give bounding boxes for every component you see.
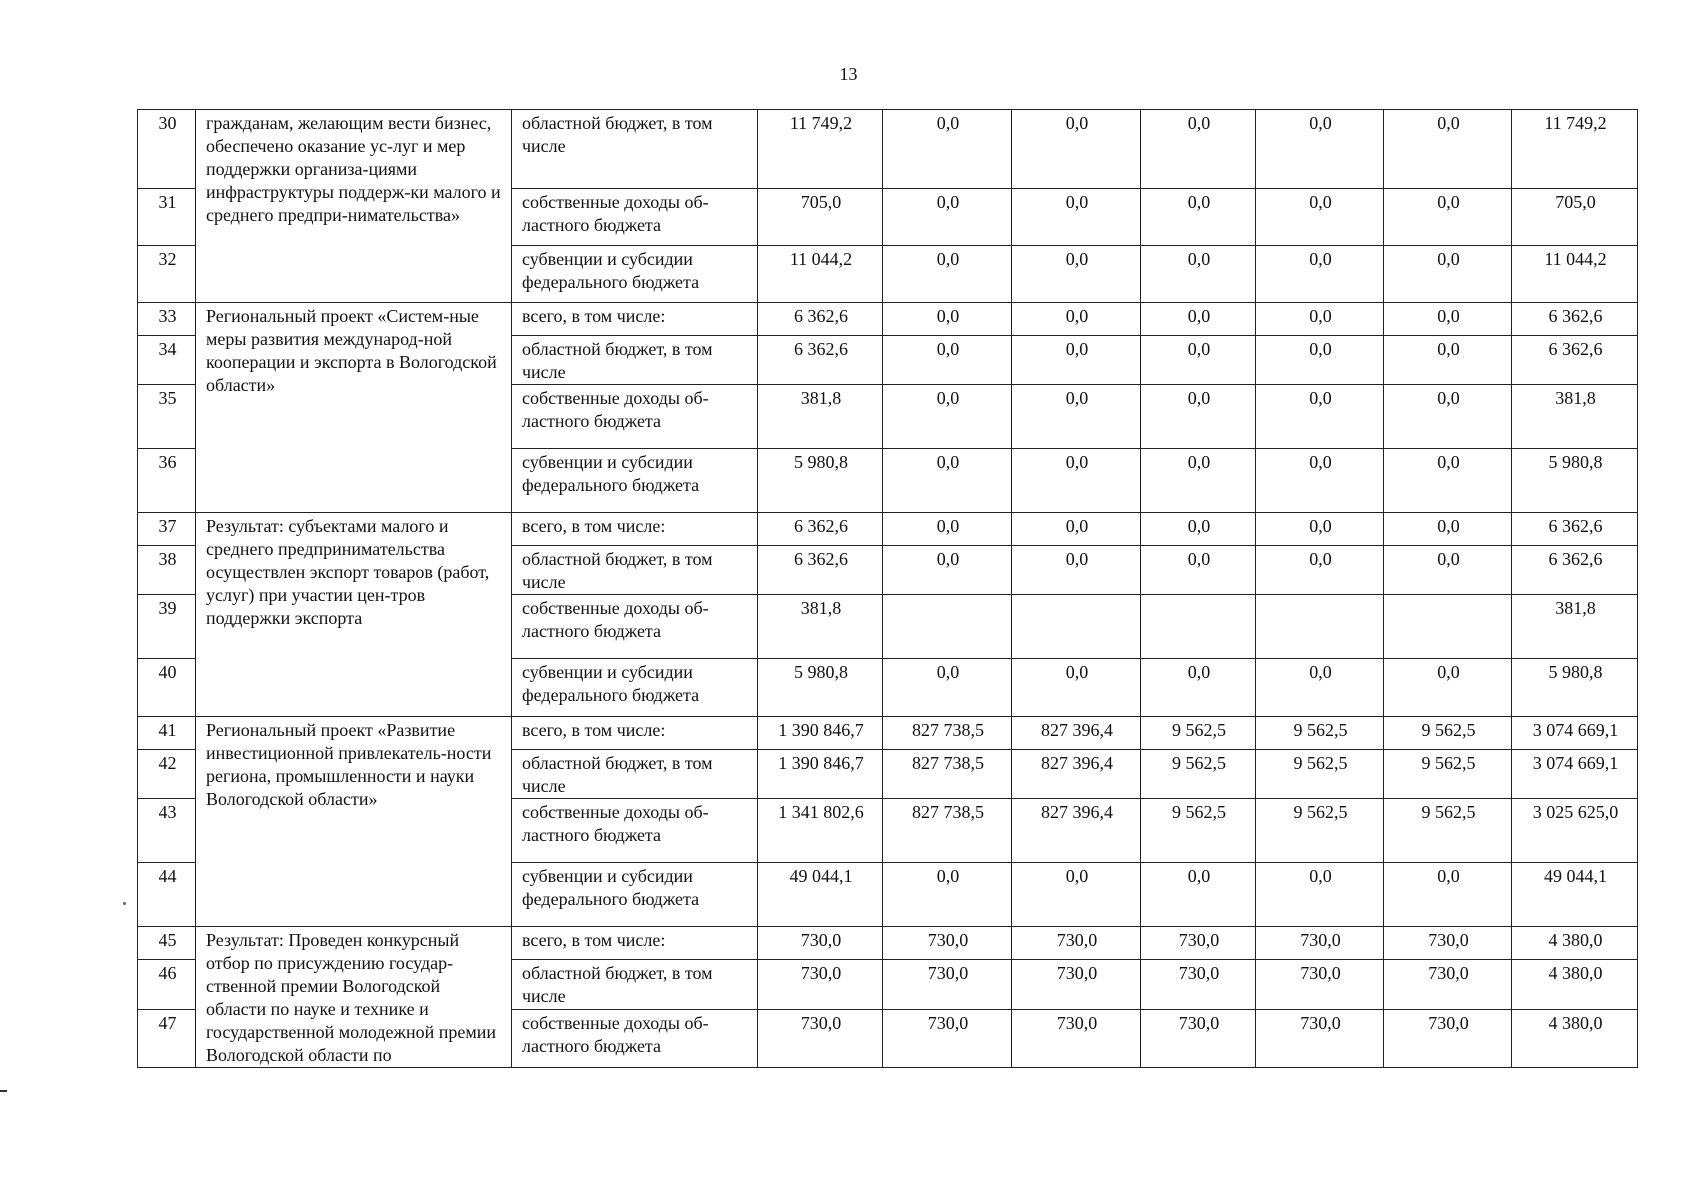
funding-source: собственные доходы об-ластного бюджета <box>512 1009 758 1067</box>
value-cell: 11 749,2 <box>758 110 883 189</box>
group-description: Результат: Проведен конкурсный отбор по присуждению государ-ственной премии Вологодской области по науке и технике и государственной молодежной премии Вологодской области по <box>196 927 512 1068</box>
value-cell: 730,0 <box>1012 1009 1141 1067</box>
value-cell: 705,0 <box>1512 189 1638 246</box>
value-cell: 730,0 <box>1384 927 1512 960</box>
row-number: 36 <box>138 449 196 513</box>
value-cell: 11 749,2 <box>1512 110 1638 189</box>
value-cell: 6 362,6 <box>1512 546 1638 595</box>
funding-source: субвенции и субсидии федерального бюджета <box>512 449 758 513</box>
funding-source: всего, в том числе: <box>512 513 758 546</box>
value-cell: 9 562,5 <box>1141 750 1256 799</box>
value-cell: 0,0 <box>883 449 1012 513</box>
funding-source: областной бюджет, в том числе <box>512 960 758 1009</box>
value-cell: 730,0 <box>883 960 1012 1009</box>
value-cell: 0,0 <box>883 189 1012 246</box>
value-cell: 0,0 <box>1141 546 1256 595</box>
value-cell: 0,0 <box>1141 303 1256 336</box>
value-cell: 0,0 <box>1256 513 1384 546</box>
margin-mark <box>0 1090 7 1092</box>
value-cell: 3 074 669,1 <box>1512 750 1638 799</box>
value-cell: 1 341 802,6 <box>758 799 883 863</box>
value-cell: 730,0 <box>1141 960 1256 1009</box>
value-cell: 0,0 <box>1012 863 1141 927</box>
row-number: 43 <box>138 799 196 863</box>
value-cell: 0,0 <box>1012 513 1141 546</box>
value-cell: 0,0 <box>1141 863 1256 927</box>
funding-source: собственные доходы об-ластного бюджета <box>512 385 758 449</box>
value-cell: 6 362,6 <box>758 513 883 546</box>
value-cell: 827 396,4 <box>1012 717 1141 750</box>
value-cell: 0,0 <box>1384 189 1512 246</box>
value-cell: 4 380,0 <box>1512 960 1638 1009</box>
value-cell: 827 738,5 <box>883 799 1012 863</box>
funding-source: собственные доходы об-ластного бюджета <box>512 799 758 863</box>
value-cell: 730,0 <box>1256 1009 1384 1067</box>
budget-table <box>137 109 1638 1068</box>
value-cell: 0,0 <box>1256 449 1384 513</box>
funding-source: областной бюджет, в том числе <box>512 750 758 799</box>
value-cell: 0,0 <box>1256 385 1384 449</box>
funding-source: собственные доходы об-ластного бюджета <box>512 189 758 246</box>
row-number: 46 <box>138 960 196 1009</box>
value-cell: 730,0 <box>1256 927 1384 960</box>
value-cell: 0,0 <box>1256 189 1384 246</box>
value-cell: 3 074 669,1 <box>1512 717 1638 750</box>
row-number: 32 <box>138 246 196 303</box>
value-cell: 0,0 <box>1256 659 1384 717</box>
funding-source: областной бюджет, в том числе <box>512 546 758 595</box>
value-cell: 730,0 <box>883 1009 1012 1067</box>
value-cell: 0,0 <box>1141 189 1256 246</box>
value-cell: 9 562,5 <box>1384 717 1512 750</box>
value-cell: 0,0 <box>883 246 1012 303</box>
value-cell: 1 390 846,7 <box>758 717 883 750</box>
funding-source: всего, в том числе: <box>512 927 758 960</box>
value-cell: 0,0 <box>1384 863 1512 927</box>
value-cell: 730,0 <box>1256 960 1384 1009</box>
value-cell: 0,0 <box>1012 110 1141 189</box>
value-cell: 0,0 <box>1012 449 1141 513</box>
value-cell: 0,0 <box>1141 336 1256 385</box>
value-cell: 0,0 <box>1012 246 1141 303</box>
value-cell: 730,0 <box>758 1009 883 1067</box>
value-cell: 5 980,8 <box>1512 449 1638 513</box>
funding-source: всего, в том числе: <box>512 303 758 336</box>
value-cell: 0,0 <box>1012 336 1141 385</box>
value-cell: 0,0 <box>1141 513 1256 546</box>
table-row <box>138 717 1638 750</box>
value-cell: 6 362,6 <box>758 546 883 595</box>
row-number: 47 <box>138 1009 196 1067</box>
value-cell <box>883 595 1012 659</box>
value-cell: 6 362,6 <box>1512 513 1638 546</box>
value-cell: 827 738,5 <box>883 750 1012 799</box>
value-cell: 4 380,0 <box>1512 927 1638 960</box>
value-cell: 730,0 <box>1384 1009 1512 1067</box>
value-cell: 9 562,5 <box>1256 750 1384 799</box>
value-cell: 6 362,6 <box>1512 336 1638 385</box>
value-cell: 0,0 <box>1256 863 1384 927</box>
group-description: Результат: субъектами малого и среднего предпринимательства осуществлен экспорт товаров (работ, услуг) при участии цен-тров поддержки экспорта <box>196 513 512 717</box>
value-cell: 3 025 625,0 <box>1512 799 1638 863</box>
row-number: 42 <box>138 750 196 799</box>
value-cell: 381,8 <box>758 595 883 659</box>
value-cell: 0,0 <box>1141 659 1256 717</box>
value-cell: 0,0 <box>1384 303 1512 336</box>
value-cell: 11 044,2 <box>1512 246 1638 303</box>
value-cell <box>1256 595 1384 659</box>
group-description: Региональный проект «Развитие инвестиционной привлекатель-ности региона, промышленности и науки Вологодской области» <box>196 717 512 927</box>
page-number: 13 <box>839 64 858 84</box>
value-cell: 6 362,6 <box>758 336 883 385</box>
value-cell: 9 562,5 <box>1256 717 1384 750</box>
table-row <box>138 927 1638 960</box>
value-cell: 9 562,5 <box>1256 799 1384 863</box>
value-cell: 0,0 <box>883 385 1012 449</box>
value-cell: 730,0 <box>883 927 1012 960</box>
value-cell: 730,0 <box>758 927 883 960</box>
value-cell: 0,0 <box>1141 246 1256 303</box>
value-cell: 0,0 <box>1256 546 1384 595</box>
value-cell: 5 980,8 <box>758 449 883 513</box>
value-cell: 0,0 <box>1384 246 1512 303</box>
value-cell: 0,0 <box>1256 246 1384 303</box>
value-cell: 730,0 <box>1384 960 1512 1009</box>
value-cell <box>1012 595 1141 659</box>
value-cell: 0,0 <box>1256 110 1384 189</box>
value-cell: 6 362,6 <box>758 303 883 336</box>
value-cell: 9 562,5 <box>1384 750 1512 799</box>
value-cell: 827 396,4 <box>1012 799 1141 863</box>
row-number: 30 <box>138 110 196 189</box>
value-cell: 0,0 <box>883 336 1012 385</box>
value-cell: 0,0 <box>1256 303 1384 336</box>
row-number: 35 <box>138 385 196 449</box>
value-cell: 0,0 <box>883 546 1012 595</box>
value-cell: 0,0 <box>883 513 1012 546</box>
funding-source: областной бюджет, в том числе <box>512 336 758 385</box>
row-number: 39 <box>138 595 196 659</box>
value-cell: 730,0 <box>1141 927 1256 960</box>
value-cell: 0,0 <box>1012 189 1141 246</box>
value-cell: 827 738,5 <box>883 717 1012 750</box>
funding-source: субвенции и субсидии федерального бюджета <box>512 863 758 927</box>
value-cell: 11 044,2 <box>758 246 883 303</box>
value-cell: 5 980,8 <box>758 659 883 717</box>
value-cell: 9 562,5 <box>1384 799 1512 863</box>
table-row <box>138 303 1638 336</box>
value-cell: 0,0 <box>883 110 1012 189</box>
value-cell: 705,0 <box>758 189 883 246</box>
value-cell: 730,0 <box>1012 960 1141 1009</box>
row-number: 40 <box>138 659 196 717</box>
row-number: 41 <box>138 717 196 750</box>
value-cell: 0,0 <box>1384 513 1512 546</box>
value-cell: 0,0 <box>1384 110 1512 189</box>
funding-source: субвенции и субсидии федерального бюджета <box>512 659 758 717</box>
funding-source: всего, в том числе: <box>512 717 758 750</box>
value-cell: 0,0 <box>1141 385 1256 449</box>
value-cell: 1 390 846,7 <box>758 750 883 799</box>
value-cell: 0,0 <box>1384 336 1512 385</box>
row-number: 45 <box>138 927 196 960</box>
funding-source: областной бюджет, в том числе <box>512 110 758 189</box>
value-cell: 49 044,1 <box>758 863 883 927</box>
value-cell: 381,8 <box>758 385 883 449</box>
value-cell: 0,0 <box>883 303 1012 336</box>
value-cell: 0,0 <box>883 659 1012 717</box>
value-cell: 0,0 <box>1384 546 1512 595</box>
value-cell: 730,0 <box>758 960 883 1009</box>
row-number: 44 <box>138 863 196 927</box>
value-cell: 827 396,4 <box>1012 750 1141 799</box>
value-cell: 0,0 <box>1141 449 1256 513</box>
value-cell: 49 044,1 <box>1512 863 1638 927</box>
value-cell: 0,0 <box>883 863 1012 927</box>
group-description: гражданам, желающим вести бизнес, обеспечено оказание ус-луг и мер поддержки организа-циями инфраструктуры поддерж-ки малого и среднего предпри-нимательства» <box>196 110 512 303</box>
value-cell: 5 980,8 <box>1512 659 1638 717</box>
value-cell: 0,0 <box>1012 659 1141 717</box>
row-number: 31 <box>138 189 196 246</box>
value-cell: 0,0 <box>1384 449 1512 513</box>
value-cell: 381,8 <box>1512 385 1638 449</box>
funding-source: собственные доходы об-ластного бюджета <box>512 595 758 659</box>
value-cell <box>1384 595 1512 659</box>
value-cell: 0,0 <box>1012 546 1141 595</box>
row-number: 34 <box>138 336 196 385</box>
value-cell: 0,0 <box>1384 385 1512 449</box>
value-cell: 9 562,5 <box>1141 717 1256 750</box>
value-cell: 381,8 <box>1512 595 1638 659</box>
value-cell: 6 362,6 <box>1512 303 1638 336</box>
table-row <box>138 110 1638 189</box>
funding-source: субвенции и субсидии федерального бюджета <box>512 246 758 303</box>
value-cell: 730,0 <box>1012 927 1141 960</box>
value-cell: 0,0 <box>1384 659 1512 717</box>
value-cell: 4 380,0 <box>1512 1009 1638 1067</box>
row-number: 38 <box>138 546 196 595</box>
scan-dot <box>123 902 126 905</box>
value-cell: 0,0 <box>1256 336 1384 385</box>
group-description: Региональный проект «Систем-ные меры развития международ-ной кооперации и экспорта в Вологодской области» <box>196 303 512 513</box>
value-cell: 9 562,5 <box>1141 799 1256 863</box>
row-number: 33 <box>138 303 196 336</box>
value-cell: 0,0 <box>1141 110 1256 189</box>
table-row <box>138 513 1638 546</box>
row-number: 37 <box>138 513 196 546</box>
value-cell <box>1141 595 1256 659</box>
value-cell: 0,0 <box>1012 385 1141 449</box>
value-cell: 0,0 <box>1012 303 1141 336</box>
value-cell: 730,0 <box>1141 1009 1256 1067</box>
